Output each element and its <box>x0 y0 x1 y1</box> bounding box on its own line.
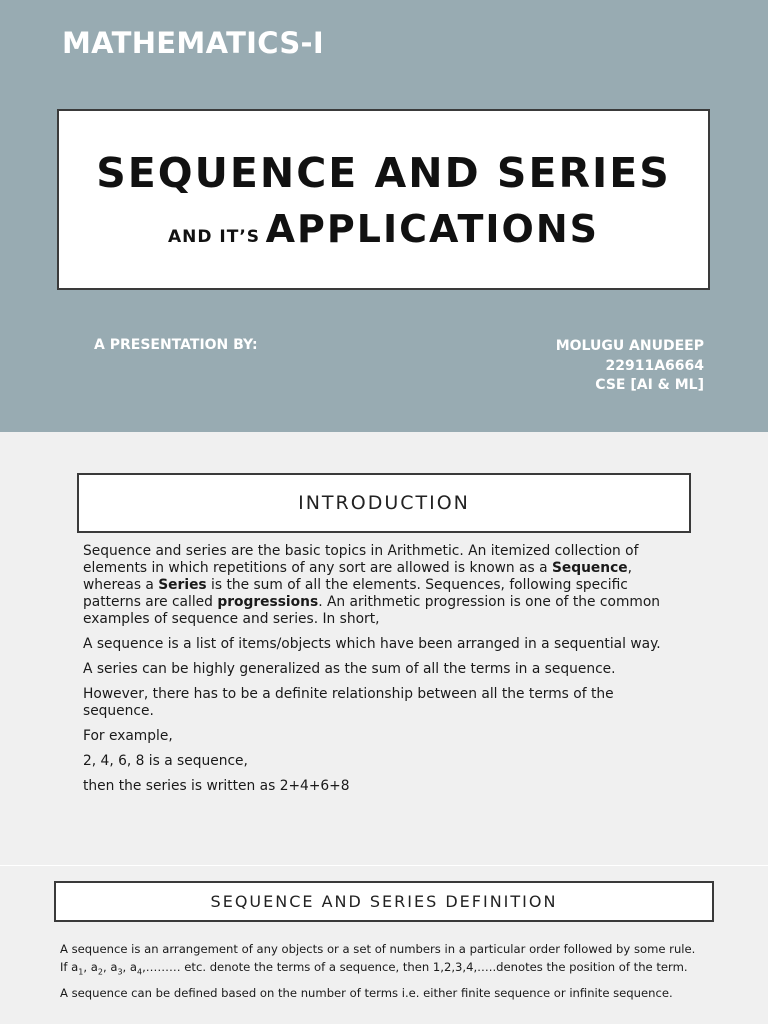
intro-line: 2, 4, 6, 8 is a sequence, <box>83 753 248 769</box>
def-sub-1: 1 <box>78 967 84 977</box>
definition-paragraph-1 <box>60 940 700 976</box>
course-title: MATHEMATICS-I <box>62 26 324 60</box>
definition-heading: SEQUENCE AND SERIES DEFINITION <box>210 892 558 911</box>
def-sub-4: 4 <box>137 967 143 977</box>
intro-text-2: , whereas a <box>83 560 633 593</box>
introduction-heading: INTRODUCTION <box>298 492 470 514</box>
introduction-slide <box>0 433 768 865</box>
def-sub-2: 2 <box>97 967 103 977</box>
def-text-1: A sequence is an arrangement of any objects or a set of numbers in a particular order followed by some rule. If a <box>60 942 696 974</box>
presentation-title: SEQUENCE AND SERIES <box>96 149 671 197</box>
def-text-4: , a <box>122 960 138 974</box>
intro-line: For example, <box>83 728 173 744</box>
definition-body <box>60 940 700 1010</box>
intro-line: A sequence is a list of items/objects which have been arranged in a sequential way. <box>83 636 661 652</box>
author-block <box>556 337 704 396</box>
introduction-heading-box <box>77 473 691 533</box>
def-text-3: , a <box>102 960 118 974</box>
author-roll: 22911A6664 <box>605 357 704 374</box>
intro-bold-sequence: Sequence <box>551 560 628 576</box>
title-slide <box>0 0 768 432</box>
definition-paragraph-2: A sequence can be defined based on the number of terms i.e. either finite sequence or infinite sequence. <box>60 986 673 1000</box>
author-dept: CSE [AI & ML] <box>595 377 704 393</box>
definition-heading-box <box>54 881 714 922</box>
intro-paragraph <box>83 543 683 628</box>
intro-bold-series: Series <box>158 577 207 593</box>
title-box <box>57 109 710 290</box>
intro-line: then the series is written as 2+4+6+8 <box>83 778 350 794</box>
presented-by-label: A PRESENTATION BY: <box>94 337 258 353</box>
author-name: MOLUGU ANUDEEP <box>555 338 704 354</box>
definition-slide <box>0 866 768 1024</box>
subtitle-small: AND IT’S <box>168 227 261 247</box>
subtitle-big: APPLICATIONS <box>265 207 599 251</box>
intro-line: However, there has to be a definite relationship between all the terms of the sequence. <box>83 686 614 719</box>
introduction-body <box>83 543 683 803</box>
def-text-5: ,……… etc. denote the terms of a sequence, then 1,2,3,4,…..denotes the position of the term. <box>142 960 688 974</box>
intro-text-3: is the sum of all the elements. Sequences, following specific patterns are called <box>83 577 628 610</box>
intro-line: A series can be highly generalized as the sum of all the terms in a sequence. <box>83 661 616 677</box>
def-sub-3: 3 <box>117 967 123 977</box>
intro-bold-progressions: progressions <box>217 594 319 610</box>
intro-text-4: . An arithmetic progression is one of the common examples of sequence and series. In short, <box>83 594 661 627</box>
intro-text-1: Sequence and series are the basic topics in Arithmetic. An itemized collection of elements in which repetitions of any sort are allowed is known as a <box>83 543 639 576</box>
presentation-subtitle <box>59 207 708 251</box>
def-text-2: , a <box>83 960 98 974</box>
